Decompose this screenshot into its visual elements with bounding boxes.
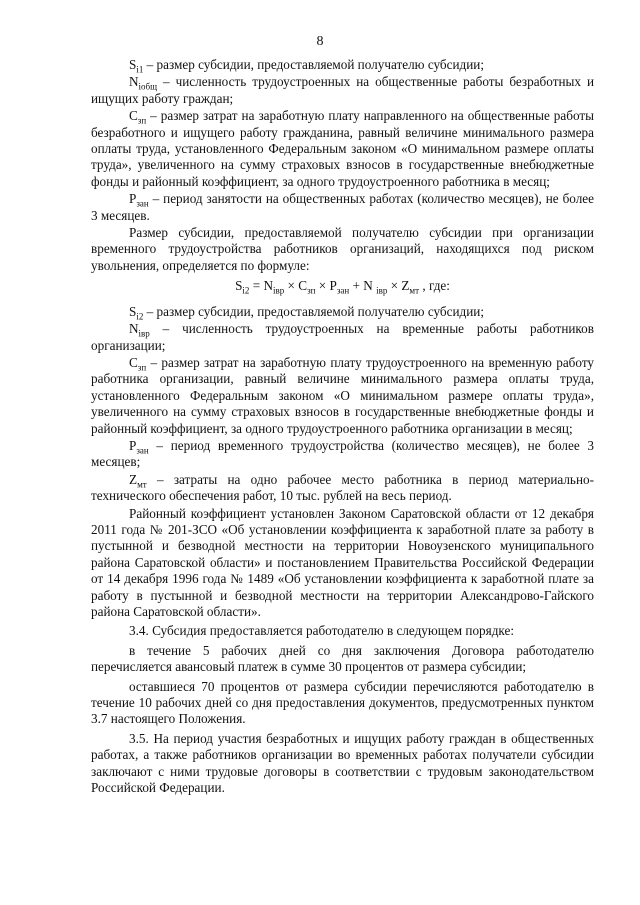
definition-symbol: C	[129, 108, 138, 124]
body-paragraph: 3.4. Субсидия предоставляется работодателю в следующем порядке:	[129, 623, 515, 639]
definition-subscript: зп	[137, 115, 147, 126]
definition-text: – размер субсидии, предоставляемой получателю субсидии;	[143, 57, 485, 72]
definition-symbol: P	[129, 191, 137, 207]
definition-item	[91, 355, 594, 437]
definition-text: – численность трудоустроенных на временные работы работников организации;	[91, 321, 594, 353]
body-paragraph: Районный коэффициент установлен Законом Саратовской области от 12 декабря 2011 года № 201-ЗСО «Об установлении коэффициента к заработной плате за работу в пустынной и безводной местности на территории Новоузенского муниципального района Саратовской области» и постановлением Правительства Российской Федерации от 14 декабря 1996 года № 1489 «Об установлении коэффициента к заработной плате за работу в пустынной и безводной местности на территории Александрово-Гайского района Саратовской области».	[91, 505, 594, 619]
definition-text: – период занятости на общественных работах (количество месяцев), не более 3 месяцев.	[91, 191, 594, 223]
body-paragraph: оставшиеся 70 процентов от размера субсидии перечисляются работодателю в течение 10 рабочих дней со дня предоставления документов, предусмотренных пунктом 3.7 настоящего Положения.	[91, 678, 594, 727]
definition-subscript: iобщ	[138, 82, 158, 93]
definition-subscript: зан	[136, 445, 149, 456]
definition-subscript: зан	[136, 198, 149, 209]
paragraphs	[91, 506, 594, 797]
definition-subscript: мт	[137, 479, 147, 490]
definition-symbol: N	[129, 74, 139, 90]
formula-intro: Размер субсидии, предоставляемой получателю субсидии при организации временного трудоустройства работников организаций, находящихся под риском увольнения, определяется по формуле:	[91, 225, 594, 273]
definition-text: – период временного трудоустройства (количество месяцев), не более 3 месяцев;	[91, 437, 594, 470]
definition-item	[91, 108, 594, 190]
definition-item	[91, 438, 594, 471]
definition-item	[91, 191, 594, 224]
definitions-list-1	[91, 57, 594, 224]
definition-symbol: S	[129, 303, 137, 319]
definition-subscript: iвр	[138, 328, 150, 339]
definition-symbol: P	[129, 437, 137, 453]
definition-symbol: N	[129, 321, 139, 337]
definition-text: – численность трудоустроенных на общественные работы безработных и ищущих работу граждан;	[91, 74, 594, 106]
definition-symbol: S	[129, 57, 137, 72]
page-number: 8	[316, 34, 324, 49]
definition-subscript: i2	[136, 311, 144, 322]
definition-text: – размер затрат на заработную плату трудоустроенного на временную работу работника организации, равный величине минимального размера оплаты труда, установленного Федеральным законом «О минимальном размере оплаты труда», увеличенного на сумму страховых взносов в государственные внебюджетные фонды и районный коэффициент, за одного трудоустроенного работника организации в месяц;	[91, 354, 594, 436]
body-paragraph: 3.5. На период участия безработных и ищущих работу граждан в общественных работах, а также работников организации во временных работах получатели субсидии заключают с ними трудовые договоры в соответствии с трудовым законодательством Российской Федерации.	[91, 730, 594, 796]
definition-item	[91, 472, 594, 505]
definition-text: – затраты на одно рабочее место работника в период материально-технического обеспечения работ, 10 тыс. рублей на весь период.	[91, 471, 594, 504]
body-paragraph: в течение 5 рабочих дней со дня заключения Договора работодателю перечисляется авансовый платеж в сумме 30 процентов от размера субсидии;	[91, 642, 594, 675]
definition-item	[91, 321, 594, 354]
definition-subscript: зп	[137, 362, 147, 373]
definition-item	[91, 74, 594, 107]
definitions-list-2	[91, 304, 594, 505]
definition-item	[91, 304, 594, 320]
formula: $S_{i2} = N_{iвр} \times C_{зп} \times P_{зан} + N$ $_{iвр} \times Z_{мт}$ , где:	[235, 278, 450, 296]
definition-symbol: Z	[129, 471, 138, 487]
definition-symbol: C	[129, 354, 138, 370]
document-body	[91, 57, 594, 799]
definition-text: – размер затрат на заработную плату направленного на общественные работы безработного и ищущего работу гражданина, равный величине минимального размера оплаты труда, установленного Федеральным законом «О минимальном размере оплаты труда», увеличенного на сумму страховых взносов в государственные внебюджетные фонды и районный коэффициент, за одного трудоустроенного работника в месяц;	[91, 108, 594, 189]
definition-text: – размер субсидии, предоставляемой получателю субсидии;	[143, 303, 485, 319]
definition-subscript: i1	[136, 64, 144, 75]
definition-item	[91, 57, 594, 73]
